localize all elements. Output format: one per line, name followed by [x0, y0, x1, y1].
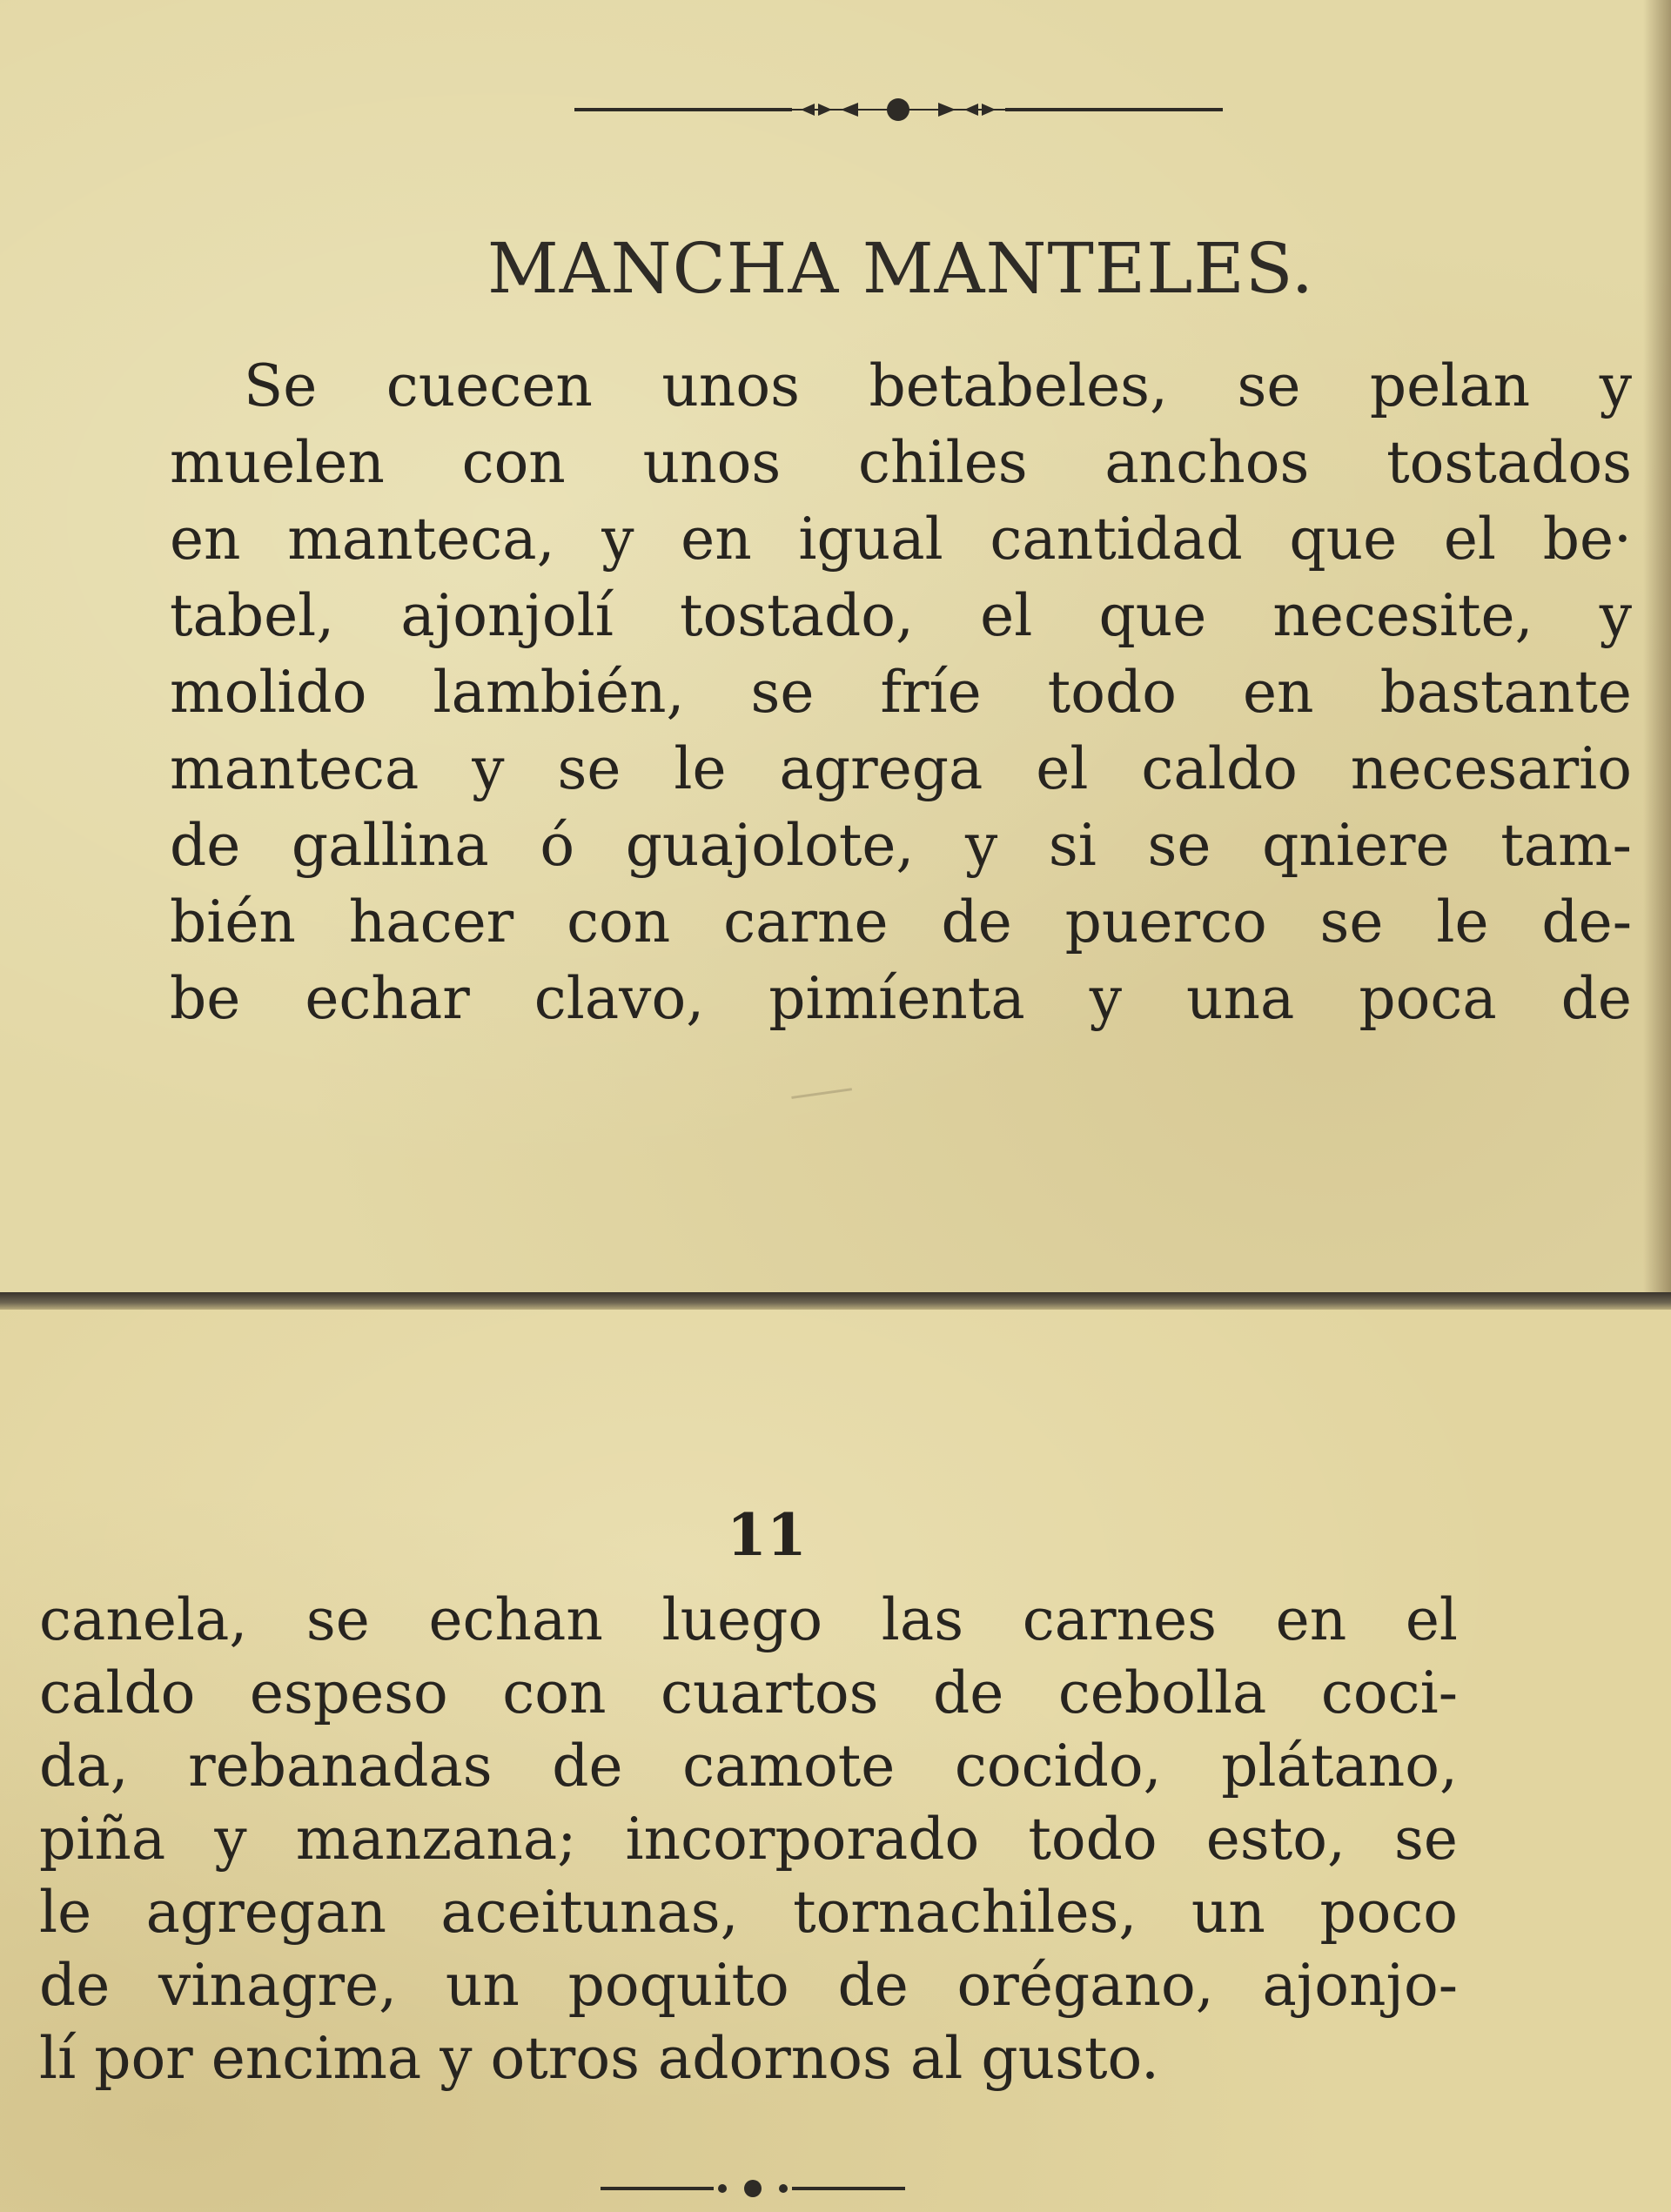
text-line: manteca y se le agrega el caldo necesario [170, 735, 1632, 802]
page-number: 11 [727, 1501, 807, 1569]
text-line: bién hacer con carne de puerco se le de- [170, 888, 1632, 955]
text-line: da, rebanadas de camote cocido, plátano, [39, 1733, 1458, 1800]
text-line: en manteca, y en igual cantidad que el be· [170, 506, 1632, 573]
text-line: caldo espeso con cuartos de cebolla coci- [39, 1659, 1458, 1726]
page-seam-divider [0, 1292, 1671, 1310]
bottom-ornament-divider [601, 2175, 905, 2202]
text-line: be echar clavo, pimíenta y una poca de [170, 965, 1632, 1032]
recipe-paragraph-top [170, 348, 1632, 1037]
text-line: Se cuecen unos betabeles, se pelan y [244, 352, 1632, 419]
paper-smudge [791, 1088, 853, 1109]
text-line: muelen con unos chiles anchos tostados [170, 429, 1632, 496]
text-line: tabel, ajonjolí tostado, el que necesite, y [170, 582, 1632, 649]
top-ornament-divider [574, 94, 1223, 125]
text-line: canela, se echan luego las carnes en el [39, 1586, 1458, 1653]
spine-shadow [1643, 0, 1671, 1292]
text-line: le agregan aceitunas, tornachiles, un poco [39, 1879, 1458, 1946]
text-line: lí por encima y otros adornos al gusto. [39, 2025, 1160, 2092]
recipe-title: MANCHA MANTELES. [487, 228, 1315, 309]
dot-flourish-icon [601, 2175, 905, 2202]
text-line: molido lambién, se fríe todo en bastante [170, 659, 1632, 726]
flourish-icon [574, 94, 1223, 125]
recipe-paragraph-bottom [39, 1584, 1458, 2095]
text-line: de gallina ó guajolote, y si se qniere tam- [170, 812, 1632, 879]
text-line: piña y manzana; incorporado todo esto, se [39, 1806, 1458, 1873]
text-line: de vinagre, un poquito de orégano, ajonjo- [39, 1952, 1458, 2019]
